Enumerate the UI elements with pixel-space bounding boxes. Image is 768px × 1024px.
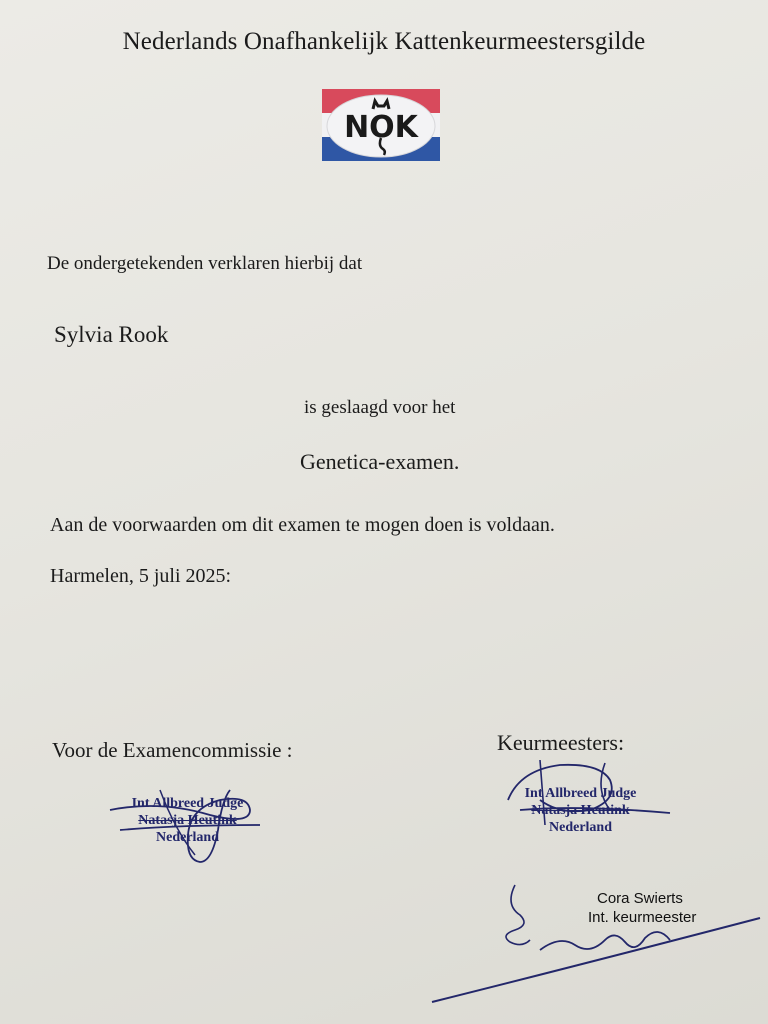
signer-title: Int. keurmeester [588, 909, 697, 926]
stamp-line-2: Natasja Heutink [531, 803, 630, 818]
signature-cora [430, 880, 760, 1010]
document-title: Nederlands Onafhankelijk Kattenkeurmeestersgilde [122, 28, 646, 55]
nok-logo [322, 89, 440, 161]
signature-left [100, 770, 290, 880]
stamp-line-3: Nederland [549, 820, 612, 835]
exam-name: Genetica-examen. [300, 449, 460, 474]
place-date: Harmelen, 5 juli 2025: [50, 565, 232, 587]
passed-text: is geslaagd voor het [304, 397, 456, 418]
signature-right [500, 755, 680, 855]
committee-label: Voor de Examencommissie : [52, 738, 293, 762]
stamp-line-1: Int Allbreed Judge [131, 796, 244, 811]
logo-text: NOK [344, 110, 418, 145]
stamp-line-3: Nederland [156, 830, 219, 845]
stamp-line-2: Natasja Heutink [138, 813, 237, 828]
intro-text: De ondergetekenden verklaren hierbij dat [47, 253, 363, 274]
stamp-line-1: Int Allbreed Judge [524, 786, 637, 801]
conditions-text: Aan de voorwaarden om dit examen te mogen doen is voldaan. [50, 514, 555, 536]
candidate-name: Sylvia Rook [54, 322, 169, 347]
judges-label: Keurmeesters: [497, 730, 625, 755]
signer-name: Cora Swierts [597, 890, 683, 907]
